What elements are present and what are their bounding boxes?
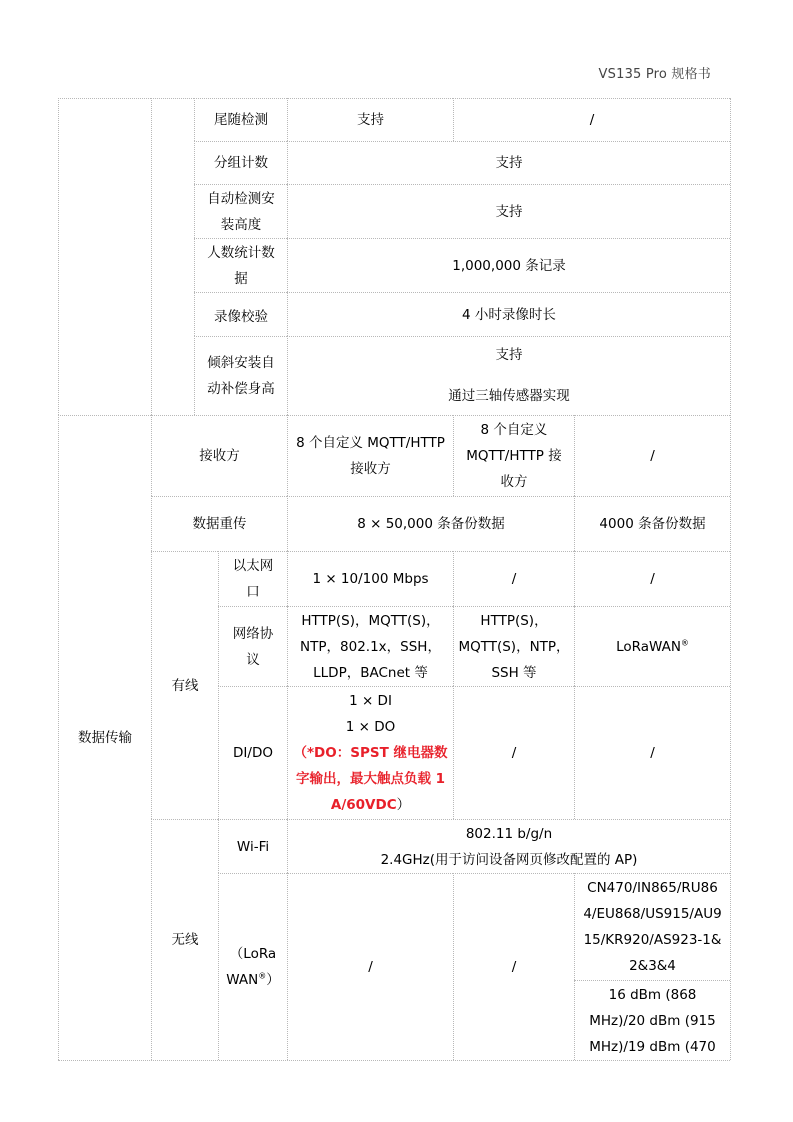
value-tail-2: / (453, 98, 730, 141)
value-countdata: 1,000,000 条记录 (287, 238, 730, 292)
row-label-receiver: 接收方 (151, 415, 287, 496)
row-label-resend: 数据重传 (151, 496, 287, 551)
value-lora-1: / (287, 873, 453, 1060)
value-dido-2: / (453, 686, 574, 819)
value-dido-3: / (574, 686, 730, 819)
document-header: VS135 Pro 规格书 (598, 67, 711, 82)
row-label-tail: 尾随检测 (194, 98, 287, 141)
value-tilt: 支持 通过三轴传感器实现 (287, 336, 730, 415)
value-group: 支持 (287, 141, 730, 184)
value-ethernet-3: / (574, 551, 730, 606)
value-lora-power: 16 dBm (868 MHz)/20 dBm (915 MHz)/19 dBm (470 (574, 980, 730, 1060)
row-label-group: 分组计数 (194, 141, 287, 184)
value-receiver-2: 8 个自定义 MQTT/HTTP 接 收方 (453, 415, 574, 496)
value-autoheight: 支持 (287, 184, 730, 238)
table-bottom-border (58, 1060, 730, 1061)
value-lora-frequency: CN470/IN865/RU86 4/EU868/US915/AU9 15/KR920/AS923-1& 2&3&4 (574, 873, 730, 980)
row-label-dido: DI/DO (218, 686, 287, 819)
row-label-protocol: 网络协 议 (218, 606, 287, 686)
value-protocol-1: HTTP(S)，MQTT(S)， NTP，802.1x，SSH， LLDP，BACnet 等 (287, 606, 453, 686)
row-label-lora: （LoRa WAN®） (218, 873, 287, 1060)
value-receiver-1: 8 个自定义 MQTT/HTTP 接收方 (287, 415, 453, 496)
value-lora-2: / (453, 873, 574, 1060)
value-record: 4 小时录像时长 (287, 292, 730, 336)
value-protocol-2: HTTP(S)， MQTT(S)，NTP， SSH 等 (453, 606, 574, 686)
table-right-border (730, 98, 731, 1060)
row-label-wifi: Wi-Fi (218, 819, 287, 873)
row-label-countdata: 人数统计数 据 (194, 238, 287, 292)
value-protocol-3: LoRaWAN® (574, 606, 730, 686)
value-dido-1: 1 × DI 1 × DO （*DO：SPST 继电器数 字输出，最大触点负载 1 A/60VDC） (287, 686, 453, 819)
section-label-transfer: 数据传输 (58, 415, 151, 1060)
value-receiver-3: / (574, 415, 730, 496)
row-label-tilt: 倾斜安装自 动补偿身高 (194, 336, 287, 415)
value-resend-12: 8 × 50,000 条备份数据 (287, 496, 574, 551)
row-label-ethernet: 以太网 口 (218, 551, 287, 606)
row-label-record: 录像校验 (194, 292, 287, 336)
row-label-autoheight: 自动检测安 装高度 (194, 184, 287, 238)
value-resend-3: 4000 条备份数据 (574, 496, 730, 551)
value-tail-1: 支持 (287, 98, 453, 141)
value-ethernet-2: / (453, 551, 574, 606)
subsection-cell-empty (151, 98, 194, 415)
section-cell-empty (58, 98, 151, 415)
value-ethernet-1: 1 × 10/100 Mbps (287, 551, 453, 606)
subsection-label-wireless: 无线 (151, 819, 218, 1060)
value-wifi: 802.11 b/g/n 2.4GHz(用于访问设备网页修改配置的 AP) (287, 819, 730, 873)
subsection-label-wired: 有线 (151, 551, 218, 819)
